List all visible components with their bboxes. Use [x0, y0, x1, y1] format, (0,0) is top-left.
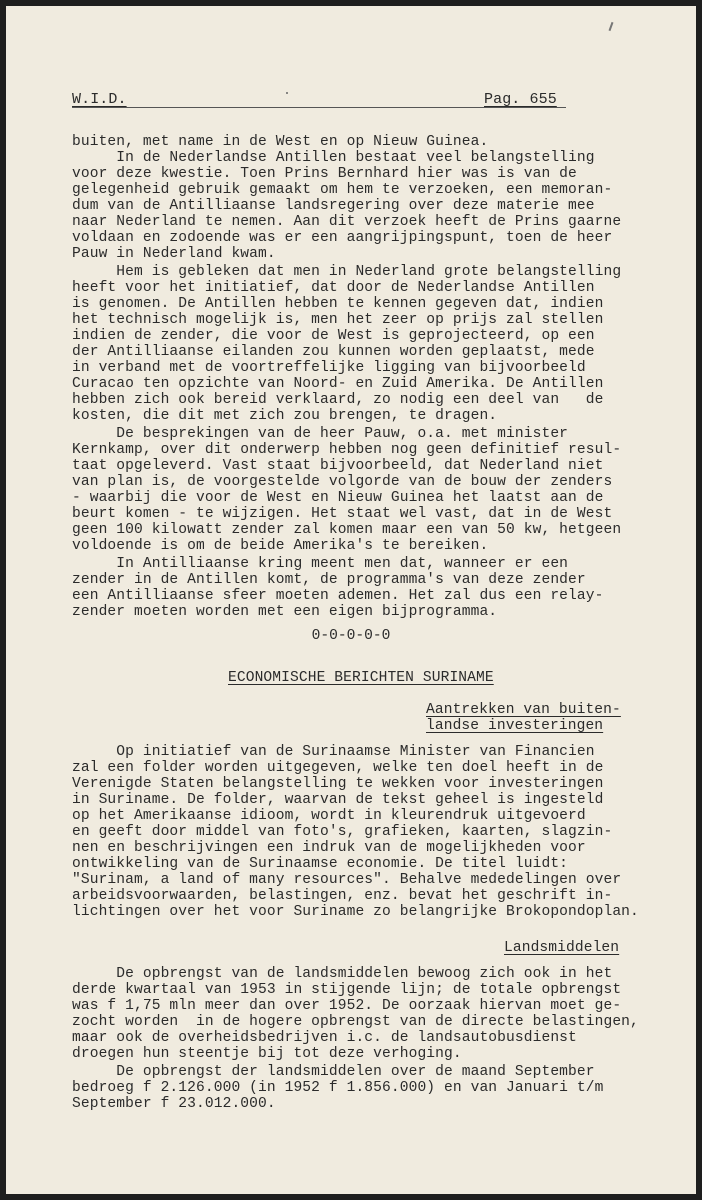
text-line: der Antilliaanse eilanden zou kunnen worden geplaatst, mede [72, 344, 595, 360]
text-line: lichtingen over het voor Suriname zo belangrijke Brokopondoplan. [72, 904, 639, 920]
text-line: De besprekingen van de heer Pauw, o.a. met minister [72, 426, 569, 442]
text-line: ontwikkeling van de Surinaamse economie. De titel luidt: [72, 856, 569, 872]
text-line: een Antilliaanse sfeer moeten ademen. Het zal dus een relay- [72, 588, 604, 604]
text-line: Curacao ten opzichte van Noord- en Zuid Amerika. De Antillen [72, 376, 604, 392]
document-page [6, 6, 696, 1194]
text-line: zocht worden in de hogere opbrengst van de directe belastingen, [72, 1014, 639, 1030]
text-line: derde kwartaal van 1953 in stijgende lijn; de totale opbrengst [72, 982, 622, 998]
text-line: - waarbij die voor de West en Nieuw Guinea het laatst aan de [72, 490, 604, 506]
text-line: in Suriname. De folder, waarvan de tekst geheel is ingesteld [72, 792, 604, 808]
text-line: In Antilliaanse kring meent men dat, wanneer er een [72, 556, 569, 572]
section-title: ECONOMISCHE BERICHTEN SURINAME [228, 670, 494, 686]
text-line: zender in de Antillen komt, de programma's van deze zender [72, 572, 586, 588]
text-line: indien de zender, die voor de West is geprojecteerd, op een [72, 328, 595, 344]
text-line: gelegenheid gebruik gemaakt om hem te verzoeken, een memoran- [72, 182, 613, 198]
text-line: arbeidsvoorwaarden, belastingen, enz. bevat het geschrift in- [72, 888, 613, 904]
pencil-mark [609, 22, 614, 31]
text-line: beurt komen - te wijzigen. Het staat wel vast, dat in de West [72, 506, 613, 522]
text-line: naar Nederland te nemen. Aan dit verzoek heeft de Prins gaarne [72, 214, 622, 230]
text-line: Pauw in Nederland kwam. [72, 246, 276, 262]
text-line: voor deze kwestie. Toen Prins Bernhard hier was is van de [72, 166, 577, 182]
subheading-investments-1: Aantrekken van buiten- [426, 702, 621, 718]
text-line: droegen hun steentje bij tot deze verhoging. [72, 1046, 462, 1062]
text-line: zender moeten worden met een eigen bijprogramma. [72, 604, 498, 620]
text-line: zal een folder worden uitgegeven, welke ten doel heeft in de [72, 760, 604, 776]
text-line: was f 1,75 mln meer dan over 1952. De oorzaak hiervan moet ge- [72, 998, 622, 1014]
text-line: geen 100 kilowatt zender zal komen maar een van 50 kw, hetgeen [72, 522, 622, 538]
text-line: heeft voor het initiatief, dat door de Nederlandse Antillen [72, 280, 595, 296]
separator: 0-0-0-0-0 [311, 628, 391, 644]
header-right: Pag. 655 [484, 91, 557, 108]
text-line: en geeft door middel van foto's, grafieken, kaarten, slagzin- [72, 824, 613, 840]
text-line: "Surinam, a land of many resources". Behalve mededelingen over [72, 872, 622, 888]
subheading-investments-2: landse investeringen [426, 718, 604, 734]
header-rule [72, 107, 566, 108]
text-line: nen en beschrijvingen een indruk van de mogelijkheden voor [72, 840, 586, 856]
text-line: het technisch mogelijk is, men het zeer op prijs zal stellen [72, 312, 604, 328]
text-line: In de Nederlandse Antillen bestaat veel belangstelling [72, 150, 595, 166]
text-line: De opbrengst van de landsmiddelen bewoog zich ook in het [72, 966, 613, 982]
text-line: Op initiatief van de Surinaamse Minister van Financien [72, 744, 595, 760]
text-line: taat opgeleverd. Vast staat bijvoorbeeld, dat Nederland niet [72, 458, 604, 474]
text-line: dum van de Antilliaanse landsregering over deze materie mee [72, 198, 595, 214]
header-left: W.I.D. [72, 91, 127, 108]
text-line: voldoende is om de beide Amerika's te bereiken. [72, 538, 489, 554]
text-line: Kernkamp, over dit onderwerp hebben nog geen definitief resul- [72, 442, 622, 458]
subheading-landsmiddelen: Landsmiddelen [504, 940, 620, 956]
text-line: is genomen. De Antillen hebben te kennen gegeven dat, indien [72, 296, 604, 312]
text-line: voldaan en zodoende was er een aangrijpingspunt, toen de heer [72, 230, 613, 246]
text-line: Verenigde Staten belangstelling te wekken voor investeringen [72, 776, 604, 792]
text-line: maar ook de overheidsbedrijven i.c. de landsautobusdienst [72, 1030, 577, 1046]
text-line: op het Amerikaanse idioom, wordt in kleurendruk uitgevoerd [72, 808, 586, 824]
text-line: hebben zich ook bereid verklaard, zo nodig een deel van de [72, 392, 604, 408]
text-line: September f 23.012.000. [72, 1096, 276, 1112]
text-line: buiten, met name in de West en op Nieuw Guinea. [72, 134, 489, 150]
text-line: bedroeg f 2.126.000 (in 1952 f 1.856.000) en van Januari t/m [72, 1080, 604, 1096]
text-line: De opbrengst der landsmiddelen over de maand September [72, 1064, 595, 1080]
text-line: Hem is gebleken dat men in Nederland grote belangstelling [72, 264, 622, 280]
text-line: van plan is, de voorgestelde volgorde van de bouw der zenders [72, 474, 613, 490]
text-line: kosten, die dit met zich zou brengen, te dragen. [72, 408, 498, 424]
text-line: in verband met de voortreffelijke ligging van bijvoorbeeld [72, 360, 586, 376]
header-dot [286, 92, 288, 94]
